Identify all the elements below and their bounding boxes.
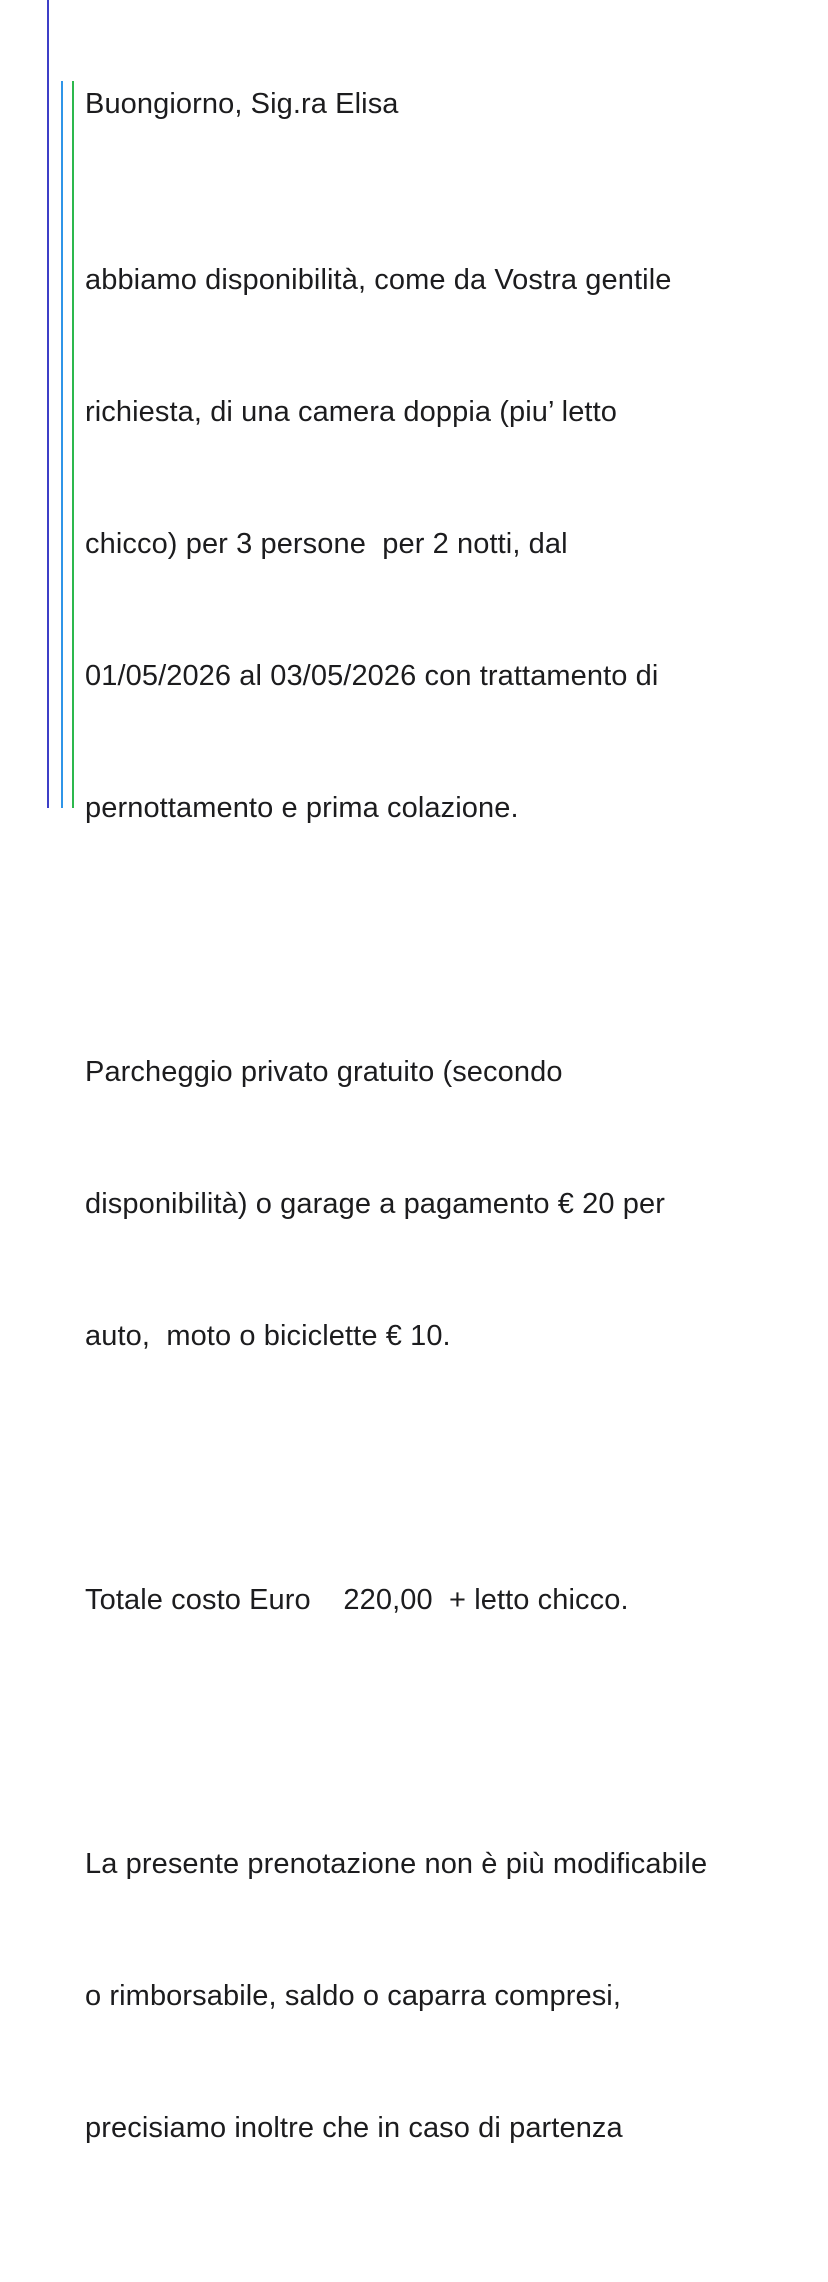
total-paragraph [85,1490,805,1710]
text-line: chicco) per 3 persone per 2 notti, dal [85,528,568,560]
text-line: pernottamento e prima colazione. [85,792,519,824]
availability-paragraph [85,170,805,918]
greeting-line: Buongiorno, Sig.ra Elisa [85,88,399,120]
text-line: La presente prenotazione non è più modificabile [85,1848,708,1880]
quote-level-2-bar [61,81,63,808]
policy-paragraph [85,1754,805,2238]
email-quoted-message [85,82,805,2282]
text-line: precisiamo inoltre che in caso di partenza [85,2112,623,2144]
text-line: auto, moto o biciclette € 10. [85,1320,451,1352]
greeting [85,82,805,126]
parking-paragraph [85,962,805,1446]
text-line: abbiamo disponibilità, come da Vostra gentile [85,264,672,296]
text-line: disponibilità) o garage a pagamento € 20 per [85,1188,665,1220]
text-line: 01/05/2026 al 03/05/2026 con trattamento di [85,660,659,692]
text-line: Parcheggio privato gratuito (secondo [85,1056,563,1088]
text-line: richiesta, di una camera doppia (piu’ letto [85,396,617,428]
quote-level-1-bar [47,0,49,808]
quote-level-3-bar [72,81,74,808]
text-line: o rimborsabile, saldo o caparra compresi, [85,1980,621,2012]
text-line: Totale costo Euro 220,00 + letto chicco. [85,1584,629,1616]
